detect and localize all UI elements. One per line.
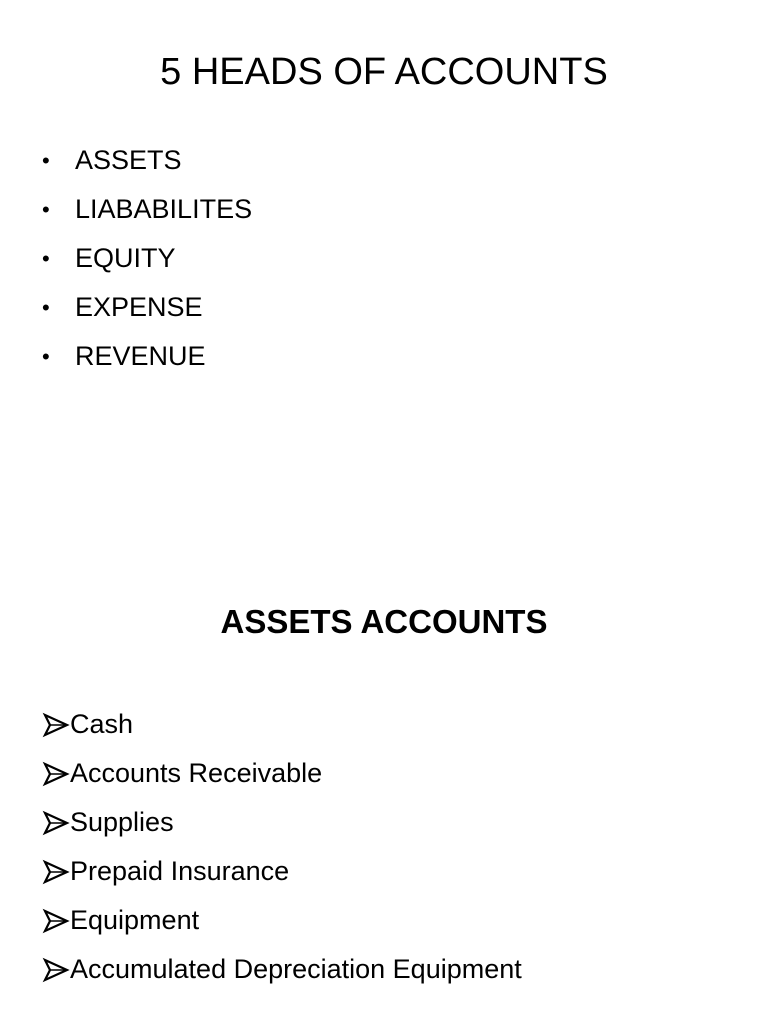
arrow-bullet-icon xyxy=(42,810,70,836)
list-item xyxy=(42,283,252,332)
bullet-dot-icon: • xyxy=(42,196,50,222)
slide-title: 5 HEADS OF ACCOUNTS xyxy=(160,51,608,93)
slide-title: ASSETS ACCOUNTS xyxy=(220,603,548,640)
arrow-bullet-icon xyxy=(42,957,70,983)
list-item-label: EQUITY xyxy=(75,243,176,273)
bullet-dot-icon: • xyxy=(42,245,50,271)
arrow-bullet-icon xyxy=(42,859,70,885)
arrow-bullet-icon xyxy=(42,712,70,738)
list-item-label: EXPENSE xyxy=(75,292,203,322)
list-item-label: Accumulated Depreciation Equipment xyxy=(70,954,522,984)
list-item xyxy=(42,234,252,283)
bullet-dot-icon: • xyxy=(42,294,50,320)
slide-assets-accounts xyxy=(0,512,768,1024)
list-item-label: Equipment xyxy=(70,905,200,935)
list-item xyxy=(42,945,522,994)
list-item xyxy=(42,136,252,185)
list-item-label: ASSETS xyxy=(75,145,182,175)
list-item xyxy=(42,185,252,234)
list-item xyxy=(42,332,252,381)
arrow-bullet-icon xyxy=(42,908,70,934)
bullet-dot-icon: • xyxy=(42,343,50,369)
list-item xyxy=(42,700,522,749)
heads-list xyxy=(42,136,252,381)
list-item-label: Prepaid Insurance xyxy=(70,856,290,886)
list-item-label: REVENUE xyxy=(75,341,206,371)
list-item-label: Accounts Receivable xyxy=(70,758,323,788)
list-item-label: Supplies xyxy=(70,807,174,837)
arrow-bullet-icon xyxy=(42,761,70,787)
bullet-dot-icon: • xyxy=(42,147,50,173)
list-item-label: Cash xyxy=(70,709,134,739)
list-item xyxy=(42,798,522,847)
list-item-label: LIABABILITES xyxy=(75,194,253,224)
list-item xyxy=(42,896,522,945)
assets-list xyxy=(42,700,522,994)
list-item xyxy=(42,749,522,798)
list-item xyxy=(42,847,522,896)
